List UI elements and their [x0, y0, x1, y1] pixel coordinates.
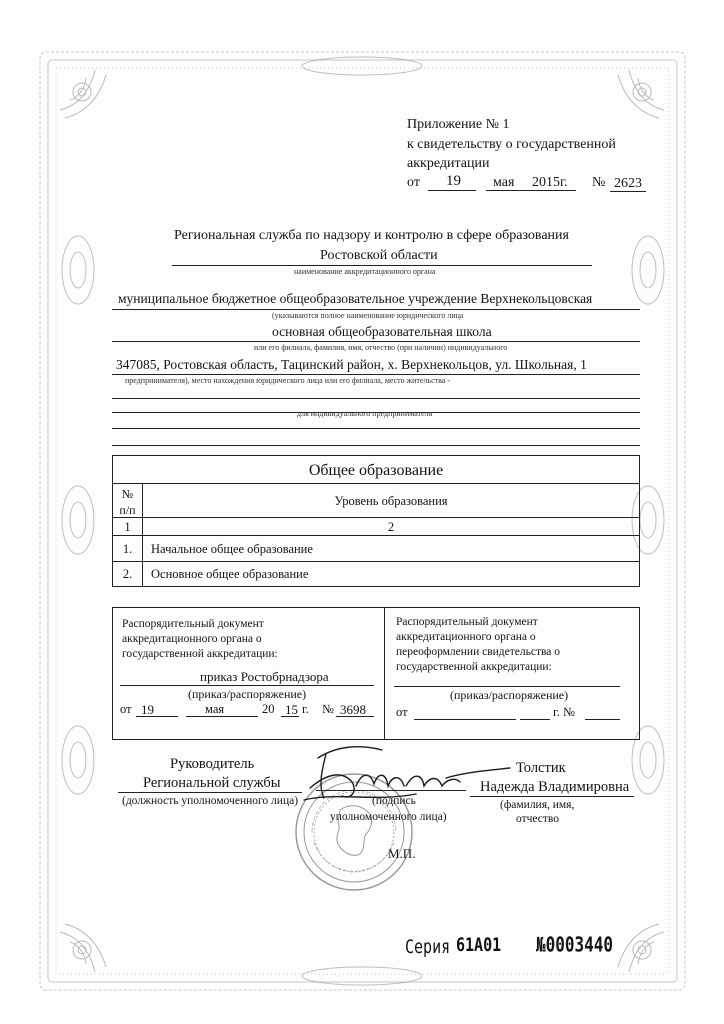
blank-line-1	[112, 398, 640, 399]
header-number: 2623	[614, 176, 642, 191]
admin-left-order-line	[120, 685, 374, 686]
appendix-title: Приложение № 1	[407, 117, 510, 132]
admin-left-year-label: г.	[302, 702, 309, 716]
signer-name-caption-1: (фамилия, имя,	[500, 799, 575, 811]
admin-left-year-line	[281, 716, 299, 717]
education-table	[112, 455, 640, 587]
serial-number: №0003440	[536, 932, 614, 957]
table-index-level: 2	[387, 520, 395, 534]
institution-caption-3: предпринимателя), место нахождения юридического лица или его филиала, место жительства -	[125, 376, 451, 385]
admin-left-line1: Распорядительный документ	[122, 618, 264, 630]
admin-left-number-line	[336, 716, 374, 717]
header-year: 2015г.	[532, 175, 568, 190]
signer-role-caption: (должность уполномоченного лица)	[122, 795, 299, 807]
table-row-level: Основное общее образование	[151, 567, 309, 581]
signature-line	[316, 790, 466, 791]
signer-role-line	[118, 792, 302, 793]
institution-caption-1: (указываются полное наименование юридического лица	[272, 311, 464, 320]
signer-surname: Толстик	[516, 760, 566, 776]
table-row	[112, 561, 143, 587]
admin-left-caption: (приказ/распоряжение)	[188, 687, 307, 701]
table-row-num: 2.	[122, 567, 133, 581]
admin-right-line3: переоформлении свидетельства о	[396, 646, 560, 658]
organ-name: Региональная служба по надзору и контролю в сфере образования	[174, 228, 569, 243]
institution-address: 347085, Ростовская область, Тацинский район, х. Верхнекольцов, ул. Школьная, 1	[116, 357, 587, 372]
table-title-cell	[112, 455, 640, 484]
admin-left-year-suffix: 15	[285, 702, 298, 717]
admin-left-order: приказ Ростобрнадзора	[200, 669, 329, 684]
admin-left-month: мая	[205, 702, 225, 716]
institution-line-3	[112, 374, 640, 375]
table-index-num: 1	[124, 520, 131, 534]
header-from-label: от	[407, 175, 420, 190]
table-index-num-cell	[112, 517, 143, 536]
appendix-subtitle-2: аккредитации	[407, 156, 490, 171]
admin-left-day: 19	[141, 702, 154, 717]
admin-left-day-line	[136, 716, 178, 717]
table-row	[142, 561, 640, 587]
table-row-level: Начальное общее образование	[151, 542, 313, 556]
header-month-line	[486, 190, 576, 191]
blank-line-3	[112, 428, 640, 429]
admin-left-line3: государственной аккредитации:	[122, 648, 278, 660]
institution-line-1	[112, 309, 640, 310]
institution-line-2	[112, 341, 640, 342]
admin-left-year-prefix: 20	[262, 702, 275, 716]
signer-role-line2: Региональной службы	[143, 775, 281, 791]
admin-right-line1: Распорядительный документ	[396, 616, 538, 628]
table-header-level: Уровень образования	[334, 494, 448, 508]
header-number-label: №	[592, 175, 606, 190]
serial-label: Серия	[405, 935, 451, 958]
signature-caption-1: (подпись	[372, 795, 416, 807]
organ-caption: наименование аккредитационного органа	[294, 267, 436, 276]
stamp-label: М.П.	[388, 846, 416, 861]
admin-left-from-label: от	[120, 702, 132, 716]
institution-caption-2: или его филиала, фамилия, имя, отчество (при наличии) индивидуального	[254, 343, 508, 352]
table-index-level-cell	[142, 517, 640, 536]
header-number-line	[610, 191, 646, 192]
signature-caption-2: уполномоченного лица)	[330, 811, 447, 823]
admin-left-line2: аккредитационного органа о	[122, 633, 262, 645]
organ-name-region: Ростовской области	[320, 248, 438, 263]
admin-right-number-label: г. №	[553, 705, 575, 719]
admin-left-number-label: №	[322, 702, 334, 716]
signer-name: Надежда Владимировна	[480, 779, 630, 795]
organ-line	[172, 265, 592, 266]
table-header-num-cell	[112, 483, 143, 518]
admin-right-year-line	[520, 719, 550, 720]
serial-series: 61А01	[456, 933, 502, 956]
admin-right-from-label: от	[396, 705, 408, 719]
header-day-line	[428, 190, 476, 191]
admin-left-number: 3698	[340, 702, 366, 717]
admin-right-number-line	[585, 719, 620, 720]
admin-right-date-line	[414, 719, 516, 720]
admin-right-order-line	[394, 686, 620, 687]
table-row	[112, 535, 143, 562]
institution-name-2: основная общеобразовательная школа	[272, 324, 492, 339]
admin-right-caption: (приказ/распоряжение)	[450, 688, 569, 702]
table-row	[142, 535, 640, 562]
table-header-level-cell	[142, 483, 640, 518]
signer-name-caption-2: отчество	[516, 813, 560, 825]
blank-line-4	[112, 445, 640, 446]
signer-role-line1: Руководитель	[170, 756, 255, 772]
institution-caption-4: для индивидуального предпринимателя	[297, 409, 433, 418]
signer-name-line	[470, 796, 634, 797]
admin-right-line2: аккредитационного органа о	[396, 631, 536, 643]
institution-name: муниципальное бюджетное общеобразовательное учреждение Верхнекольцовская	[118, 291, 593, 306]
appendix-subtitle: к свидетельству о государственной	[407, 137, 616, 152]
table-title: Общее образование	[308, 462, 444, 479]
table-header-num: № п/п	[119, 487, 136, 517]
table-row-num: 1.	[122, 542, 133, 556]
header-day: 19	[446, 173, 461, 189]
header-month: мая	[493, 175, 515, 190]
admin-right-line4: государственной аккредитации:	[396, 661, 552, 673]
admin-docs-divider	[384, 607, 385, 740]
admin-left-month-line	[186, 716, 258, 717]
